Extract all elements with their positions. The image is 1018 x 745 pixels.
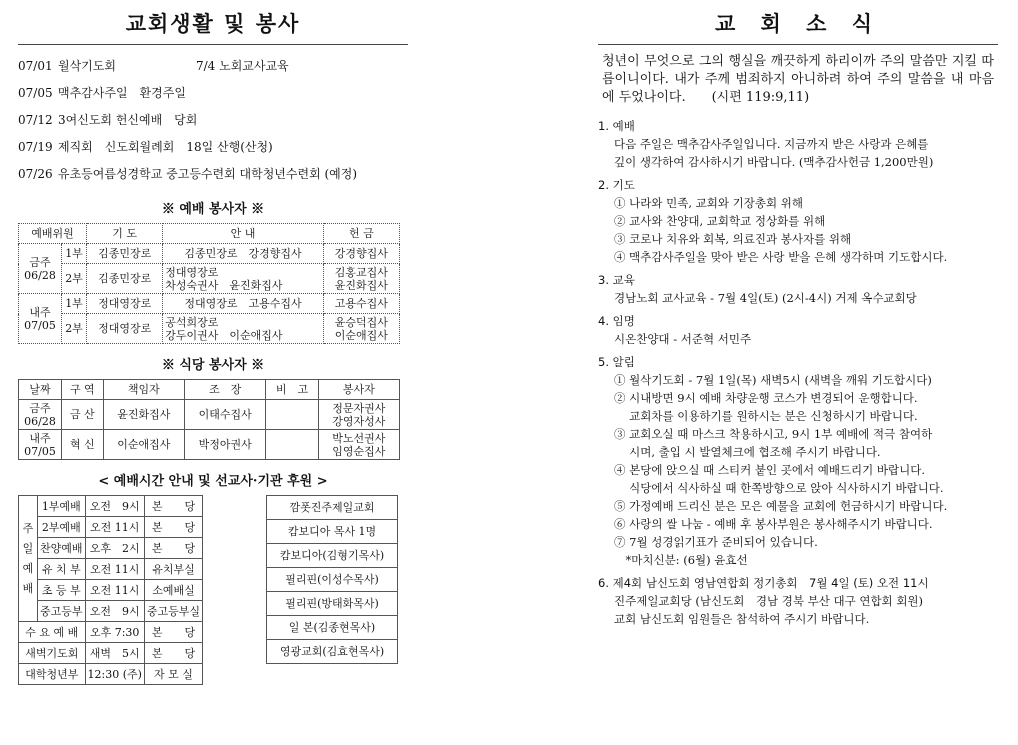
- table-row: 필리핀(방태화목사): [267, 592, 398, 616]
- table-row: 캄보디아 목사 1명: [267, 520, 398, 544]
- table-header: 비 고: [266, 380, 318, 400]
- title-divider: [18, 44, 408, 45]
- schedule-date: 07/19: [18, 140, 53, 154]
- notice-heading: 4. 임명: [598, 314, 635, 328]
- sunday-label: 주 일 예 배: [19, 496, 38, 622]
- week-cell: 내주 07/05: [19, 294, 62, 344]
- notice-section: 1. 예배 다음 주일은 맥추감사주일입니다. 지금까지 받은 사랑과 은혜를 깊이 생각하여 감사하시기 바랍니다. (맥추감사헌금 1,200만원): [598, 117, 998, 171]
- notice-section: 2. 기도 ① 나라와 민족, 교회와 기장총회 위해 ② 교사와 찬양대, 교회학교 정상화를 위해 ③ 코로나 치유와 회복, 의료진과 봉사자를 위해 ④ 맥추감사주일을 맞아 받은 사랑 받을 은혜 생각하며 기도합시다.: [598, 176, 998, 266]
- table-row: 새벽기도회 새벽 5시 본 당: [19, 643, 203, 664]
- schedule-list: [18, 53, 408, 188]
- worship-servers-table: [18, 223, 400, 344]
- table-header: 책임자: [103, 380, 184, 400]
- notice-section: 6. 제4회 남신도회 영남연합회 정기총회 7월 4일 (토) 오전 11시 진주제일교회당 (남신도회 경남 경북 부산 대구 연합회 회원) 교회 남신도회 임원들은 참석하여 주시기 바랍니다.: [598, 574, 998, 628]
- schedule-row: [18, 134, 408, 161]
- table-row: 영광교회(김효현목사): [267, 640, 398, 664]
- schedule-row: [18, 80, 408, 107]
- notice-heading: 5. 알림: [598, 355, 635, 369]
- table-row: 초 등 부 오전 11시 소예배실: [19, 580, 203, 601]
- schedule-row: [18, 53, 408, 80]
- table-row: 깜폿진주제일교회: [267, 496, 398, 520]
- church-news-title: 교 회 소 식: [714, 11, 882, 36]
- scripture-verse: 청년이 무엇으로 그의 행실을 깨끗하게 하리이까 주의 말씀만 지킬 따름이니이다. 내가 주께 범죄하지 아니하려 하여 주의 말씀을 내 마음에 두었나이다. (시편 119:9,11): [602, 54, 994, 105]
- schedule-date: 07/01: [18, 59, 53, 73]
- table-header: 날짜: [19, 380, 62, 400]
- notice-section: 4. 임명 시온찬양대 - 서준혁 서민주: [598, 312, 998, 348]
- notice-section: 3. 교육 경남노회 교사교육 - 7월 4일(토) (2시-4시) 거제 옥수교회당: [598, 271, 998, 307]
- table-header: 조 장: [185, 380, 266, 400]
- worship-servers-heading: ※ 예배 봉사자 ※: [161, 202, 265, 217]
- table-row: 일 본(김종현목사): [267, 616, 398, 640]
- schedule-text: 제직회 신도회월례회 18일 산행(산청): [58, 140, 273, 154]
- schedule-extra: 7/4 노회교사교육: [195, 59, 289, 73]
- table-row: 금주 06/28 1부 김종민장로 김종민장로 강경향집사 강경향집사: [19, 244, 400, 264]
- notice-heading: 3. 교육: [598, 273, 635, 287]
- table-header: 구 역: [62, 380, 104, 400]
- notice-section: 5. 알림 ① 월삭기도회 - 7월 1일(목) 새벽5시 (새벽을 깨워 기도합시다) ② 시내방면 9시 예배 차량운행 코스가 변경되어 운행합니다. 교회차를 이용하기를 원하시는 분은 신청하시기 바랍니다. ③ 교회오실 때 마스크 착용하시고, 9시 1부 예배에 적극 참여하 시며, 출입 시 발열체크에 협조해 주시기 바랍니다. ④ 본당에 앉으실 때 스티커 붙인 곳에서 예배드리기 바랍니다. 식당에서 식사하실 때 한쪽방향으로 앉아 식사하시기 바랍니다. ⑤ 가정예배 드리신 분은 모은 예물을 교회에 헌금하시기 바랍니다. ⑥ 사랑의 쌀 나눔 - 예배 후 봉사부원은 봉사해주시기 바랍니다. ⑦ 7월 성경읽기표가 준비되어 있습니다. *마치신분: (6월) 윤효선: [598, 353, 998, 569]
- schedule-text: 맥추감사주일 환경주일: [58, 86, 186, 100]
- table-row: 중고등부 오전 9시 중고등부실: [19, 601, 203, 622]
- schedule-text: 월삭기도회: [58, 59, 116, 73]
- table-header: 기 도: [87, 224, 163, 244]
- schedule-text: 유초등여름성경학교 중고등수련회 대학청년수련회 (예정): [58, 167, 358, 181]
- service-times-table: [18, 495, 203, 685]
- notice-heading: 1. 예배: [598, 119, 635, 133]
- dining-servers-heading: ※ 식당 봉사자 ※: [161, 358, 265, 373]
- schedule-row: [18, 161, 408, 188]
- notices: [598, 117, 998, 628]
- table-row: 수 요 예 배 오후 7:30 본 당: [19, 622, 203, 643]
- title-divider: [598, 44, 998, 45]
- table-header: 헌 금: [323, 224, 399, 244]
- table-row: 2부 김종민장로 정대영장로 차성숙권사 윤진화집사 김홍교집사 윤진화집사: [19, 264, 400, 294]
- table-row: 대학청년부 12:30 (주) 자 모 실: [19, 664, 203, 685]
- notice-heading: 2. 기도: [598, 178, 635, 192]
- table-row: 내주 07/05 혁 신 이순애집사 박정아권사 박노선권사 임영순집사: [19, 430, 400, 460]
- dining-servers-table: [18, 379, 400, 460]
- notice-heading: 6. 제4회 남신도회 영남연합회 정기총회 7월 4일 (토) 오전 11시: [598, 576, 929, 590]
- service-times-heading: < 예배시간 안내 및 선교사·기관 후원 >: [98, 474, 328, 489]
- table-header: 예배위원: [19, 224, 87, 244]
- table-row: 2부 정대영장로 공석희장로 강두이권사 이순애집사 윤승덕집사 이순애집사: [19, 314, 400, 344]
- table-row: 금주 06/28 금 산 윤진화집사 이태수집사 정문자권사 강영자성사: [19, 400, 400, 430]
- table-header: 봉사자: [318, 380, 399, 400]
- schedule-date: 07/05: [18, 86, 53, 100]
- table-header: 안 내: [163, 224, 323, 244]
- church-life-title: 교회생활 및 봉사: [125, 11, 301, 36]
- table-row: 주 일 예 배 1부예배 오전 9시 본 당: [19, 496, 203, 517]
- mission-support-table: [266, 495, 398, 664]
- schedule-date: 07/12: [18, 113, 53, 127]
- table-row: 내주 07/05 1부 정대영장로 정대영장로 고용수집사 고용수집사: [19, 294, 400, 314]
- right-column: [598, 0, 998, 628]
- week-cell: 금주 06/28: [19, 244, 62, 294]
- schedule-row: [18, 107, 408, 134]
- schedule-text: 3여신도회 헌신예배 당회: [58, 113, 198, 127]
- table-row: 캄보디아(김형기목사): [267, 544, 398, 568]
- table-row: 유 치 부 오전 11시 유치부실: [19, 559, 203, 580]
- table-row: 2부예배 오전 11시 본 당: [19, 517, 203, 538]
- left-column: [18, 0, 408, 681]
- table-row: 필리핀(이성수목사): [267, 568, 398, 592]
- table-row: 찬양예배 오후 2시 본 당: [19, 538, 203, 559]
- schedule-date: 07/26: [18, 167, 53, 181]
